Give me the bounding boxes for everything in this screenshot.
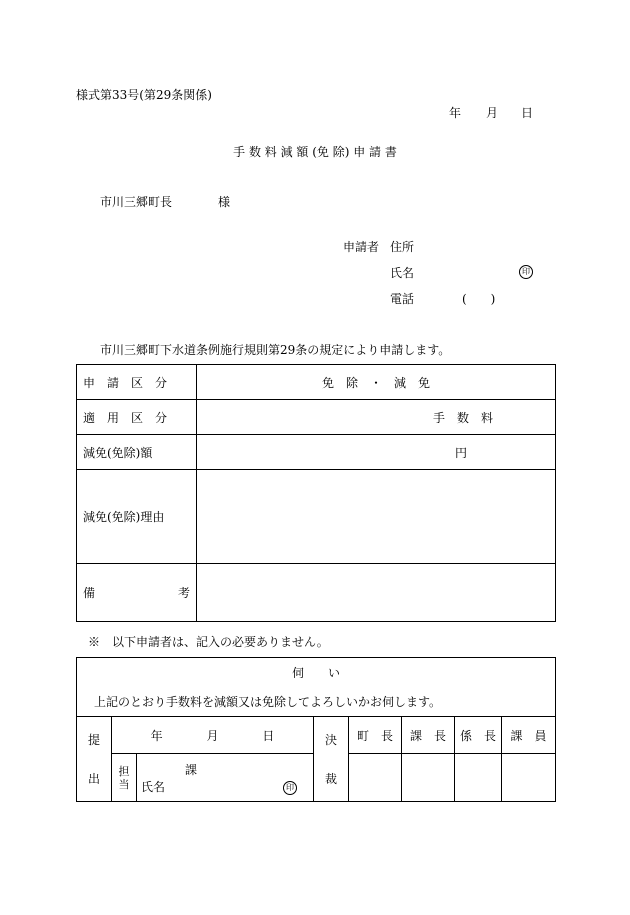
form-number: 様式第33号(第29条関係) (76, 88, 212, 102)
approval-table (76, 657, 556, 802)
submit-month: 月 (206, 728, 219, 743)
stamp-section-chief (402, 754, 455, 802)
stamp-town-mayor (349, 754, 402, 802)
submit-bottom: 出 (87, 772, 100, 786)
applicable-type-value: 手 数 料 (197, 400, 556, 435)
date-month: 月 (486, 106, 499, 120)
approver-unit-chief: 係 長 (455, 717, 502, 754)
remarks-label-left: 備 (83, 586, 96, 600)
approver-section-chief: 課 長 (402, 717, 455, 754)
tanto-name-label: 氏名 (141, 779, 166, 794)
application-type-label: 申 請 区 分 (77, 365, 197, 400)
application-type-value: 免 除 ・ 減 免 (197, 365, 556, 400)
submit-top: 提 (87, 733, 100, 747)
submit-cell (77, 717, 112, 802)
stamp-staff (502, 754, 556, 802)
kessai-cell (314, 717, 349, 802)
approver-staff: 課 員 (502, 717, 556, 754)
inquiry-cell (77, 658, 556, 717)
note-text: ※ 以下申請者は、記入の必要ありません。 (88, 635, 329, 649)
tanto-label: 担当 (112, 754, 137, 802)
submit-date-cell (112, 717, 314, 754)
addressee-honorific: 様 (218, 195, 231, 209)
table-row-reduction-reason (77, 470, 556, 564)
reduction-reason-label: 減免(免除)理由 (77, 470, 197, 564)
statement-text: 市川三郷町下水道条例施行規則第29条の規定により申請します。 (100, 343, 451, 357)
reduction-reason-value (197, 470, 556, 564)
remarks-label (77, 564, 197, 622)
inquiry-text: 上記のとおり手数料を減額又は免除してよろしいかお伺します。 (94, 695, 442, 709)
submit-year: 年 (150, 728, 163, 743)
remarks-label-right: 考 (177, 586, 190, 600)
applicant-seal-icon: 印 (519, 263, 533, 279)
kessai-bottom: 裁 (324, 772, 337, 786)
date-year: 年 (449, 106, 462, 120)
approver-town-mayor: 町 長 (349, 717, 402, 754)
applicant-phone-label: 電話 (390, 292, 415, 306)
tanto-info-cell (137, 754, 314, 802)
applicant-address-label: 住所 (390, 240, 415, 254)
applicant-name-label: 氏名 (390, 266, 415, 280)
application-table (76, 364, 556, 622)
reduction-amount-value: 円 (197, 435, 556, 470)
kessai-top: 決 (324, 733, 337, 747)
reduction-amount-label: 減免(免除)額 (77, 435, 197, 470)
table-row-reduction-amount (77, 435, 556, 470)
applicant-phone-parens: ( ) (462, 292, 496, 306)
document-title: 手 数 料 減 額 (免 除) 申 請 書 (233, 145, 397, 159)
addressee-name: 市川三郷町長 (100, 195, 173, 209)
applicant-label: 申請者 (343, 240, 380, 254)
tanto-seal-icon: 印 (283, 779, 297, 795)
remarks-value (197, 564, 556, 622)
submit-day: 日 (262, 728, 275, 743)
date-day: 日 (521, 106, 534, 120)
applicable-type-label: 適 用 区 分 (77, 400, 197, 435)
stamp-unit-chief (455, 754, 502, 802)
table-row-applicable-type (77, 400, 556, 435)
inquiry-title: 伺 い (291, 666, 340, 680)
tanto-ka: 課 (185, 762, 198, 777)
table-row-remarks (77, 564, 556, 622)
table-row-application-type (77, 365, 556, 400)
